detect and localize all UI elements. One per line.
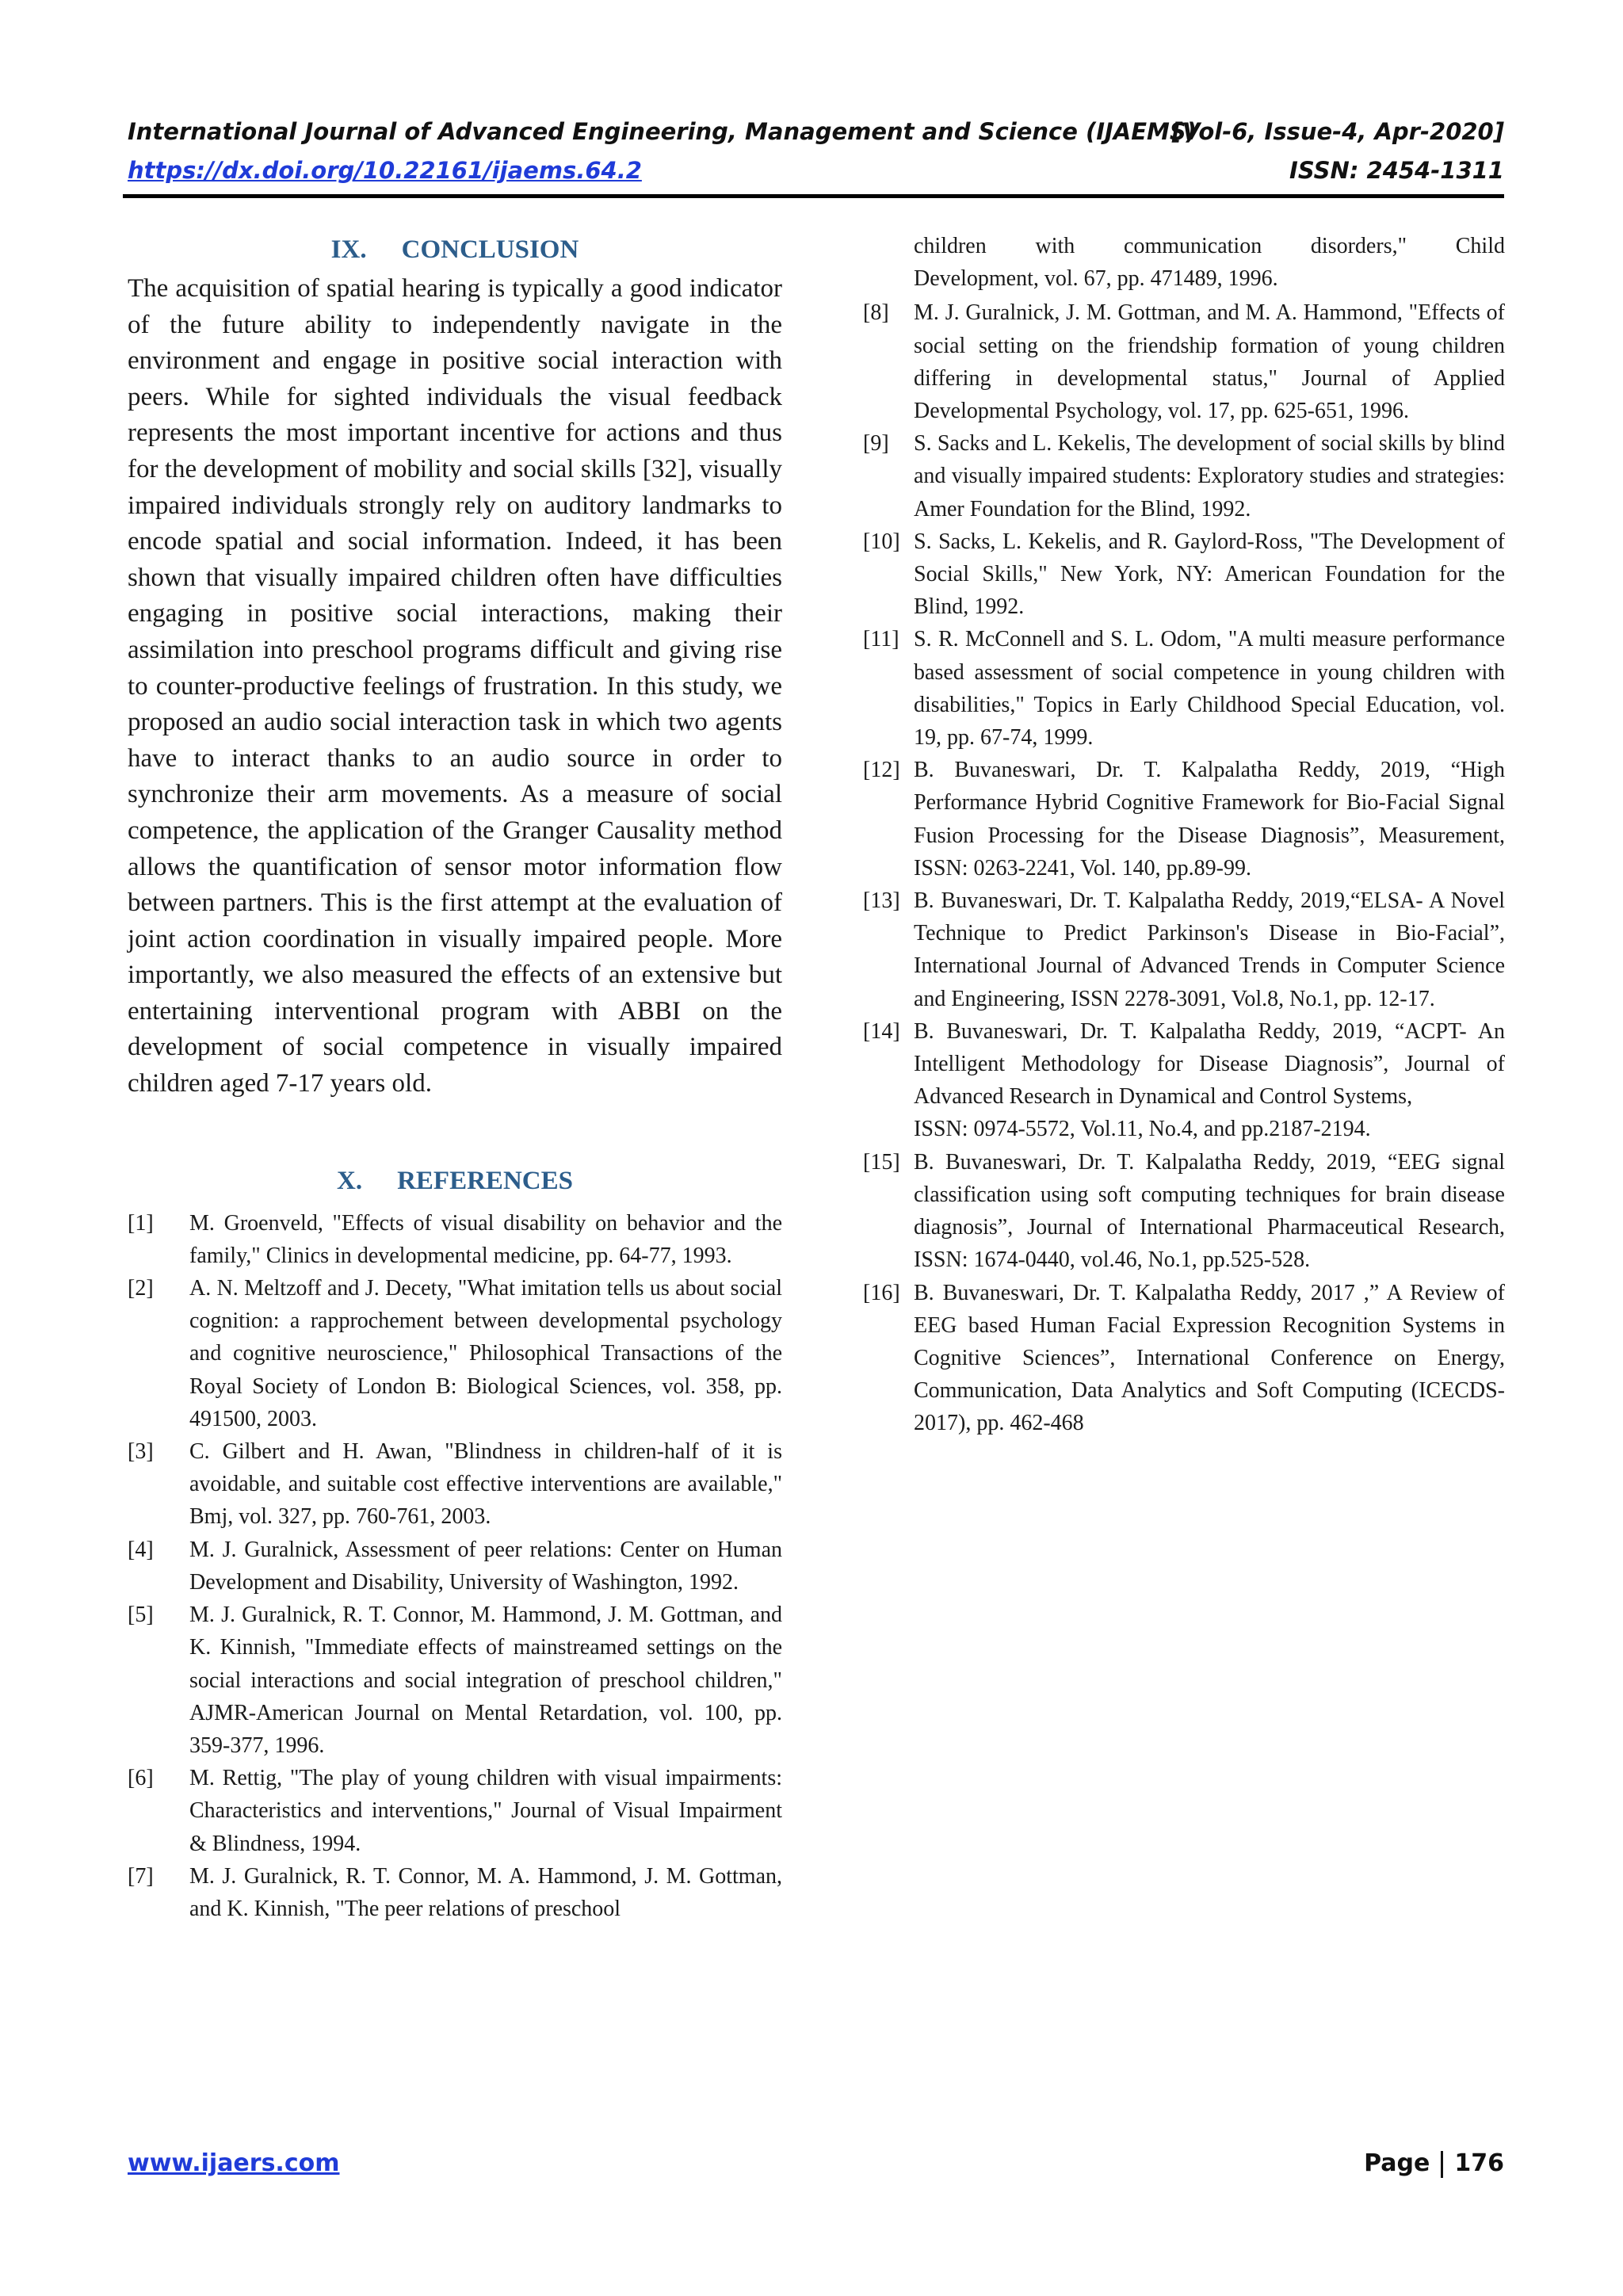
reference-number: [5] <box>128 1603 154 1628</box>
reference-text-main: B. Buvaneswari, Dr. T. Kalpalatha Reddy, 2019, “ACPT- An Intelligent Methodology for Disease Diagnosis”, Journal of Advanced Research in Dynamical and Control Systems, <box>914 1018 1505 1110</box>
reference-number: [12] <box>863 758 900 783</box>
page-number: 176 <box>1454 2149 1504 2177</box>
reference-text: M. J. Guralnick, R. T. Connor, M. Hammond, J. M. Gottman, and K. Kinnish, "Immediate effects of mainstreamed settings on the social interactions and social integration of preschool children," AJMR-American Journal on Mental Retardation, vol. 100, pp. 359-377, 1996. <box>189 1603 782 1758</box>
reference-number: [9] <box>863 431 889 457</box>
reference-item <box>128 1860 782 1925</box>
reference-number: [10] <box>863 529 900 554</box>
reference-number: [16] <box>863 1280 900 1305</box>
page-indicator <box>1364 2149 1504 2178</box>
reference-number: [2] <box>128 1276 154 1301</box>
spacer <box>128 1102 782 1161</box>
reference-item <box>128 1599 782 1762</box>
volume-issue: [Vol-6, Issue-4, Apr-2020] <box>1171 118 1504 145</box>
references-heading <box>128 1161 782 1201</box>
references-list-right <box>863 296 1505 1439</box>
reference-item <box>863 296 1505 427</box>
reference-item <box>128 1207 782 1272</box>
continuation-line-2: Development, vol. 67, pp. 471489, 1996. <box>914 266 1278 292</box>
reference-number: [4] <box>128 1537 154 1562</box>
reference-item <box>863 623 1505 754</box>
reference-text-extra: ISSN: 0974-5572, Vol.11, No.4, and pp.2187-2194. <box>914 1117 1371 1142</box>
reference-text: M. Groenveld, "Effects of visual disability on behavior and the family," Clinics in developmental medicine, pp. 64-77, 1993. <box>189 1210 782 1268</box>
reference-item <box>863 1015 1505 1146</box>
reference-item <box>863 427 1505 525</box>
conclusion-text: The acquisition of spatial hearing is typically a good indicator of the future ability to independently navigate in the environment and engage in positive social interaction with peers. While for sighted individuals the visual feedback represents the most important incentive for actions and thus for the development of mobility and social skills [32], visually impaired individuals strongly rely on auditory landmarks to encode spatial and social information. Indeed, it has been shown that visually impaired children often have difficulties engaging in positive social interactions, making their assimilation into preschool programs difficult and giving rise to counter-productive feelings of frustration. In this study, we proposed an audio social interaction task in which two agents have to interact thanks to an audio source in order to synchronize their arm movements. As a measure of social competence, the application of the Granger Causality method allows the quantification of sensor motor information flow between partners. This is the first attempt at the evaluation of joint action coordination in visually impaired people. More importantly, we also measured the effects of an extensive but entertaining interventional program with ABBI on the development of social competence in visually impaired children aged 7-17 years old. <box>128 274 782 1098</box>
reference-number: [1] <box>128 1210 154 1236</box>
reference-text: B. Buvaneswari, Dr. T. Kalpalatha Reddy, 2019,“ELSA- A Novel Technique to Predict Parkinson's Disease in Bio-Facial”, International Journal of Advanced Trends in Computer Science and Engineering, ISSN 2278-3091, Vol.8, No.1, pp. 12-17. <box>914 888 1505 1011</box>
reference-number: [6] <box>128 1766 154 1791</box>
conclusion-number: IX. <box>330 235 367 264</box>
website-link[interactable]: www.ijaers.com <box>128 2149 340 2177</box>
reference-text: B. Buvaneswari, Dr. T. Kalpalatha Reddy, 2017 ,” A Review of EEG based Human Facial Expression Recognition Systems in Cognitive Sciences”, International Conference on Energy, Communication, Data Analytics and Soft Computing (ICECDS-2017), pp. 462-468 <box>914 1280 1505 1436</box>
conclusion-heading <box>128 230 782 269</box>
reference-text: B. Buvaneswari, Dr. T. Kalpalatha Reddy, 2019, “EEG signal classification using soft computing techniques for brain disease diagnosis”, Journal of International Pharmaceutical Research, ISSN: 1674-0440, vol.46, No.1, pp.525-528. <box>914 1149 1505 1273</box>
reference-text: S. R. McConnell and S. L. Odom, "A multi measure performance based assessment of social competence in young children with disabilities," Topics in Early Childhood Special Education, vol. 19, pp. 67-74, 1999. <box>914 627 1505 751</box>
issn: ISSN: 2454-1311 <box>1289 157 1504 184</box>
reference-text: S. Sacks, L. Kekelis, and R. Gaylord-Ross, "The Development of Social Skills," New York, NY: American Foundation for the Blind, 1992. <box>914 529 1505 620</box>
reference-continuation <box>863 230 1505 295</box>
reference-number: [3] <box>128 1439 154 1465</box>
reference-number: [15] <box>863 1149 900 1175</box>
reference-number: [14] <box>863 1018 900 1044</box>
page-separator <box>1441 2151 1443 2178</box>
references-number: X. <box>337 1166 363 1195</box>
reference-number: [11] <box>863 627 899 652</box>
reference-item <box>128 1272 782 1435</box>
references-title: REFERENCES <box>397 1166 573 1195</box>
left-column <box>128 230 782 1925</box>
reference-item <box>128 1534 782 1599</box>
reference-number: [7] <box>128 1863 154 1889</box>
reference-item <box>863 884 1505 1015</box>
reference-item <box>863 1277 1505 1440</box>
reference-item <box>863 525 1505 624</box>
header-rule <box>123 194 1504 198</box>
reference-item <box>128 1435 782 1534</box>
reference-item <box>863 754 1505 884</box>
reference-number: [8] <box>863 300 889 326</box>
reference-text: A. N. Meltzoff and J. Decety, "What imitation tells us about social cognition: a rapprochement between developmental psychology and cognitive neuroscience," Philosophical Transactions of the Royal Society of London B: Biological Sciences, vol. 358, pp. 491500, 2003. <box>189 1276 782 1431</box>
page-label: Page <box>1364 2149 1430 2177</box>
right-column <box>863 230 1505 1440</box>
reference-text <box>914 1015 1505 1146</box>
reference-text: M. J. Guralnick, R. T. Connor, M. A. Hammond, J. M. Gottman, and K. Kinnish, "The peer relations of preschool <box>189 1863 782 1921</box>
reference-text: C. Gilbert and H. Awan, "Blindness in children-half of it is avoidable, and suitable cost effective interventions are available," Bmj, vol. 327, pp. 760-761, 2003. <box>189 1439 782 1530</box>
reference-item <box>863 1146 1505 1277</box>
reference-item <box>128 1762 782 1860</box>
journal-title: International Journal of Advanced Engineering, Management and Science (IJAEMS) <box>128 118 1197 145</box>
reference-text: S. Sacks and L. Kekelis, The development of social skills by blind and visually impaired students: Exploratory studies and strategies: Amer Foundation for the Blind, 1992. <box>914 431 1505 521</box>
doi-link[interactable]: https://dx.doi.org/10.22161/ijaems.64.2 <box>128 157 642 184</box>
doi-link-wrapper <box>128 156 642 185</box>
reference-text: M. J. Guralnick, Assessment of peer relations: Center on Human Development and Disability, University of Washington, 1992. <box>189 1537 782 1595</box>
references-list-left <box>128 1207 782 1925</box>
conclusion-title: CONCLUSION <box>401 235 579 264</box>
continuation-line-1: children with communication disorders," Child <box>914 234 1505 258</box>
reference-text: M. J. Guralnick, J. M. Gottman, and M. A. Hammond, "Effects of social setting on the friendship formation of young children differing in developmental status," Journal of Applied Developmental Psychology, vol. 17, pp. 625-651, 1996. <box>914 300 1505 424</box>
reference-text: M. Rettig, "The play of young children with visual impairments: Characteristics and interventions," Journal of Visual Impairment & Blindness, 1994. <box>189 1766 782 1856</box>
reference-number: [13] <box>863 888 900 914</box>
reference-text: B. Buvaneswari, Dr. T. Kalpalatha Reddy, 2019, “High Performance Hybrid Cognitive Framework for Bio-Facial Signal Fusion Processing for the Disease Diagnosis”, Measurement, ISSN: 0263-2241, Vol. 140, pp.89-99. <box>914 758 1505 881</box>
